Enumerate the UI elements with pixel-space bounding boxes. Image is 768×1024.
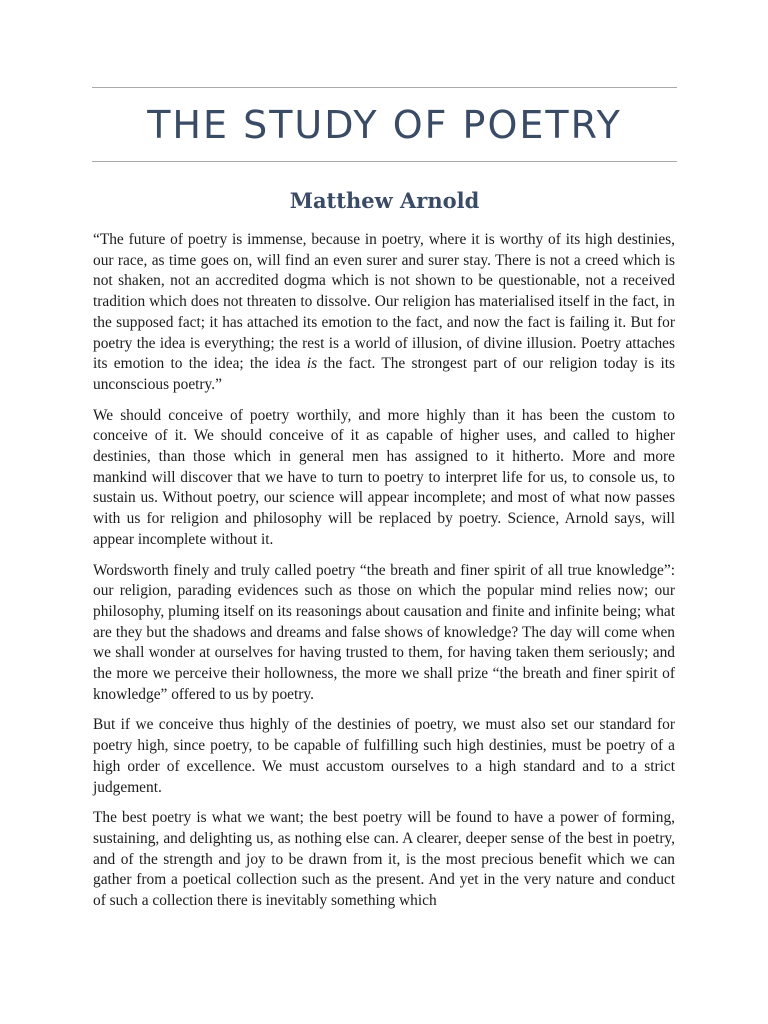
paragraph-2: We should conceive of poetry worthily, and more highly than it has been the custom to conceive of it. We should conceive of it as capable of higher uses, and called to higher destinies, than those which in general men has assigned to it hitherto. More and more mankind will discover that we have to turn to poetry to interpret life for us, to console us, to sustain us. Without poetry, our science will appear incomplete; and most of what now passes with us for religion and philosophy will be replaced by poetry. Science, Arnold says, will appear incomplete without it. <box>93 406 675 548</box>
paragraph-4: But if we conceive thus highly of the destinies of poetry, we must also set our standard for poetry high, since poetry, to be capable of fulfilling such high destinies, must be poetry of a high order of excellence. We must accustom ourselves to a high standard and to a strict judgement. <box>93 716 675 796</box>
paragraph-1-text: “The future of poetry is immense, because in poetry, where it is worthy of its high destinies, our race, as time goes on, will find an even surer and surer stay. There is not a creed which is not shaken, not an accredited dogma which is not shown to be questionable, not a received tradition which does not threaten to dissolve. Our religion has materialised itself in the fact, in the supposed fact; it has attached its emotion to the fact, and now the fact is failing it. But for poetry the idea is everything; the rest is a world of illusion, of divine illusion. Poetry attaches its emotion to the idea; the idea <box>93 231 675 373</box>
paragraph-5: The best poetry is what we want; the best poetry will be found to have a power of forming, sustaining, and delighting us, as nothing else can. A clearer, deeper sense of the best in poetry, and of the strength and joy to be drawn from it, is the most precious benefit which we can gather from a poetical collection such as the present. And yet in the very nature and conduct of such a collection there is inevitably something which <box>93 809 675 910</box>
paragraph-3: Wordsworth finely and truly called poetry “the breath and finer spirit of all true knowledge”: our religion, parading evidences such as those on which the popular mind relies now; our philosophy, pluming itself on its reasonings about causation and finite and infinite being; what are they but the shadows and dreams and false shows of knowledge? The day will come when we shall wonder at ourselves for having trusted to them, for having taken them seriously; and the more we perceive their hollowness, the more we shall prize “the breath and finer spirit of knowledge” offered to us by poetry. <box>93 561 675 703</box>
title-top-rule <box>92 87 677 88</box>
paragraph-1-text-end: the fact. The strongest part of our religion today is its unconscious poetry.” <box>93 355 675 393</box>
body-text <box>93 230 675 922</box>
title-bottom-rule <box>92 161 677 162</box>
page-title: THE STUDY OF POETRY <box>147 103 622 147</box>
author-name: Matthew Arnold <box>289 188 480 213</box>
paragraph-1-emphasis: is <box>306 355 318 373</box>
paragraph-1 <box>93 230 675 396</box>
